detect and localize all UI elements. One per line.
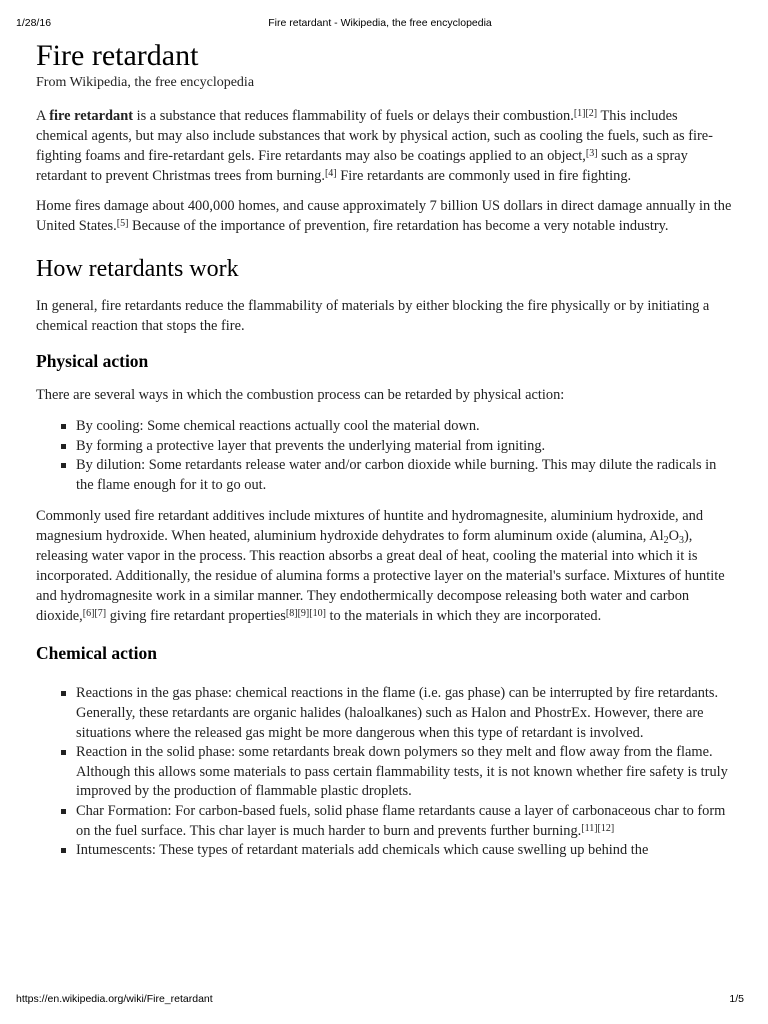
article-content	[36, 38, 732, 872]
physical-action-list	[36, 417, 732, 495]
list-item: Char Formation: For carbon-based fuels, solid phase flame retardants cause a layer of carbonaceous char to form on the fuel surface. This char layer is much harder to burn and prevents further burning.[11][12]	[76, 802, 732, 841]
bullet-icon	[61, 848, 66, 853]
section-heading-how-retardants-work: How retardants work	[36, 256, 239, 282]
intro-paragraph-2: Home fires damage about 400,000 homes, and cause approximately 7 billion US dollars in direct damage annually in the United States.[5] Because of the importance of prevention, fire retardation has become a very notable industry.	[36, 198, 732, 234]
reference-link[interactable]: [4]	[324, 168, 337, 179]
bullet-icon	[61, 463, 66, 468]
chemical-action-list	[36, 684, 732, 860]
reference-link[interactable]: [1][2]	[573, 108, 598, 119]
reference-link[interactable]: [5]	[116, 218, 129, 229]
reference-link[interactable]: [8][9][10]	[285, 608, 326, 620]
site-tagline: From Wikipedia, the free encyclopedia	[36, 75, 255, 90]
bullet-icon	[61, 750, 66, 755]
subsection-heading-chemical-action: Chemical action	[36, 643, 158, 664]
bullet-icon	[61, 424, 66, 429]
subsection-heading-physical-action: Physical action	[36, 351, 149, 371]
bold-term: fire retardant	[49, 108, 133, 124]
reference-link[interactable]: [6][7]	[82, 608, 107, 620]
list-item: By dilution: Some retardants release water and/or carbon dioxide while burning. This may dilute the radicals in the flame enough for it to go out.	[76, 456, 732, 495]
print-page-title: Fire retardant - Wikipedia, the free encyclopedia	[268, 17, 492, 29]
physical-intro: There are several ways in which the combustion process can be retarded by physical action:	[36, 387, 565, 403]
bullet-icon	[61, 809, 66, 814]
page-title: Fire retardant	[36, 39, 199, 72]
print-date: 1/28/16	[16, 17, 52, 29]
list-item: By forming a protective layer that prevents the underlying material from igniting.	[76, 437, 732, 457]
intro-paragraph-1: A fire retardant is a substance that reduces flammability of fuels or delays their combustion.[1][2] This includes chemical agents, but may also include substances that work by physical action, such as cooling the fuels, such as fire-fighting foams and fire-retardant gels. Fire retardants may also be coatings applied to an object,[3] such as a spray retardant to prevent Christmas trees from burning.[4] Fire retardants are commonly used in fire fighting.	[36, 108, 713, 184]
bullet-icon	[61, 444, 66, 449]
list-item: Intumescents: These types of retardant materials add chemicals which cause swelling up behind the	[76, 841, 732, 861]
how-paragraph: In general, fire retardants reduce the flammability of materials by either blocking the fire physically or by initiating a chemical reaction that stops the fire.	[36, 298, 710, 334]
list-item: By cooling: Some chemical reactions actually cool the material down.	[76, 417, 732, 437]
physical-paragraph: Commonly used fire retardant additives include mixtures of huntite and hydromagnesite, aluminium hydroxide, and magnesium hydroxide. When heated, aluminium hydroxide dehydrates to form aluminum oxide (alumina, $Al_2O_3$), releasing water vapor in the process. This reaction absorbs a great deal of heat, cooling the material into which it is incorporated. Additionally, the residue of alumina forms a protective layer on the material's surface. Mixtures of huntite and hydromagnesite work in a similar manner. They endothermically decompose releasing both water and carbon dioxide,[6][7] giving fire retardant properties[8][9][10] to the materials in which they are incorporated.	[36, 508, 725, 625]
list-item: Reaction in the solid phase: some retardants break down polymers so they melt and flow away from the flame. Although this allows some materials to pass certain flammability tests, it is not known whether fire safety is truly improved by the production of flammable plastic droplets.	[76, 743, 732, 802]
reference-link[interactable]: [11][12]	[581, 822, 615, 834]
reference-link[interactable]: [3]	[585, 148, 598, 159]
print-url: https://en.wikipedia.org/wiki/Fire_retardant	[16, 993, 213, 1005]
list-item: Reactions in the gas phase: chemical reactions in the flame (i.e. gas phase) can be interrupted by fire retardants. Generally, these retardants are organic halides (haloalkanes) such as Halon and PhostrEx. However, there are situations where the released gas might be more dangerous when this type of retardant is involved.	[76, 684, 732, 743]
page-number: 1/5	[729, 993, 744, 1005]
bullet-icon	[61, 691, 66, 696]
